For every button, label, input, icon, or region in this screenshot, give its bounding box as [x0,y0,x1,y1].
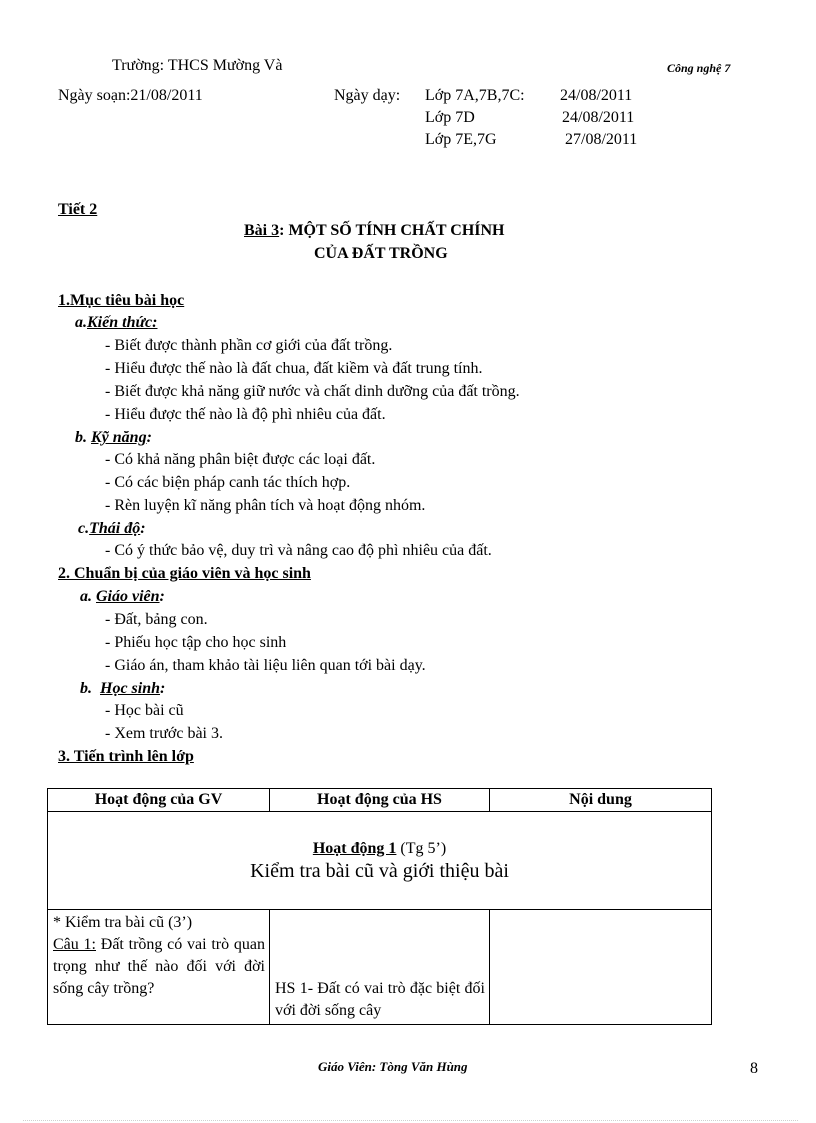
check-old-lesson: * Kiểm tra bài cũ (3’) [53,914,193,931]
list-item: - Phiếu học tập cho học sinh [105,634,287,651]
lesson-title-line1 [244,221,505,241]
knowledge-label [75,313,157,333]
teacher-suffix: : [159,588,165,605]
list-item: - Rèn luyện kĩ năng phân tích và hoạt động nhóm. [105,497,426,514]
attitude-label-text: Thái độ [89,520,141,537]
page-bottom-divider [23,1120,798,1121]
activity-time: (Tg 5’) [396,840,447,857]
schedule-date: 24/08/2011 [560,87,633,104]
knowledge-prefix: a. [75,314,87,331]
schedule-class: Lớp 7D [425,109,475,126]
list-item: - Xem trước bài 3. [105,725,223,742]
list-item: - Có ý thức bảo vệ, duy trì và nâng cao độ phì nhiêu của đất. [105,542,492,559]
lesson-title-line2: CỦA ĐẤT TRỒNG [314,245,448,262]
question-1 [53,934,265,1000]
page-number: 8 [750,1060,758,1077]
list-item: - Giáo án, tham khảo tài liệu liên quan tới bài dạy. [105,657,426,674]
process-heading: 3. Tiến trình lên lớp [58,748,194,765]
school-name: Trường: THCS Mường Và [112,57,283,74]
lesson-number: Bài 3 [244,222,280,239]
column-header-student: Hoạt động của HS [270,789,490,812]
footer-teacher: Giáo Viên: Tòng Văn Hùng [318,1059,468,1074]
subject-label: Công nghệ 7 [667,61,731,75]
student-prep-label [80,679,165,699]
table-header-row [48,789,712,812]
question-label: Câu 1: [53,936,96,953]
student-activity-cell [270,910,490,1025]
student-answer: HS 1- Đất có vai trò đặc biệt đối với đời sống cây [275,980,485,1019]
schedule-class: Lớp 7E,7G [425,131,497,148]
skills-suffix: : [146,429,152,446]
teacher-label-text: Giáo viên [96,588,160,605]
student-prefix: b. [80,680,92,697]
attitude-label [78,519,146,539]
activity-row [48,812,712,910]
knowledge-label-text: Kiến thức: [87,314,158,331]
column-header-teacher: Hoạt động của GV [48,789,270,812]
student-label-text: Học sinh [100,680,161,697]
period-label: Tiết 2 [58,201,98,218]
skills-label-text: Kỹ năng [91,429,147,446]
activity-subtitle: Kiểm tra bài cũ và giới thiệu bài [250,860,509,882]
prep-date: Ngày soạn:21/08/2011 [58,87,203,104]
activity-title: Hoạt động 1 [312,840,397,857]
list-item: - Biết được khả năng giữ nước và chất dinh dưỡng của đất trồng. [105,383,520,400]
teacher-prep-label [80,587,165,607]
column-header-content: Nội dung [490,789,712,812]
activity-cell [48,812,712,910]
teacher-activity-cell [48,910,270,1025]
lesson-title-text: : MỘT SỐ TÍNH CHẤT CHÍNH [279,222,505,239]
table-row [48,910,712,1025]
list-item: - Học bài cũ [105,702,184,719]
skills-prefix: b. [75,429,87,446]
teacher-prefix: a. [80,588,92,605]
list-item: - Đất, bảng con. [105,611,208,628]
teach-date-label: Ngày dạy: [334,87,401,104]
list-item: - Có khả năng phân biệt được các loại đất. [105,451,376,468]
schedule-date: 24/08/2011 [562,109,635,126]
list-item: - Biết được thành phần cơ giới của đất trồng. [105,337,393,354]
list-item: - Hiểu được thế nào là đất chua, đất kiềm và đất trung tính. [105,360,483,377]
schedule-class: Lớp 7A,7B,7C: [425,87,525,104]
list-item: - Hiểu được thế nào là độ phì nhiêu của đất. [105,406,386,423]
student-suffix: : [160,680,166,697]
skills-label [75,428,152,448]
attitude-prefix: c. [78,520,90,537]
attitude-suffix: : [140,520,146,537]
lesson-plan-table [47,788,712,1025]
question-text: Đất trồng có vai trò quan trọng như thế nào đối với đời sống cây trồng? [53,936,266,997]
preparation-heading: 2. Chuẩn bị của giáo viên và học sinh [58,565,311,582]
activity-title-line [48,840,711,858]
content-cell [490,910,712,1025]
list-item: - Có các biện pháp canh tác thích hợp. [105,474,351,491]
objectives-heading: 1.Mục tiêu bài học [58,292,185,309]
schedule-date: 27/08/2011 [565,131,638,148]
